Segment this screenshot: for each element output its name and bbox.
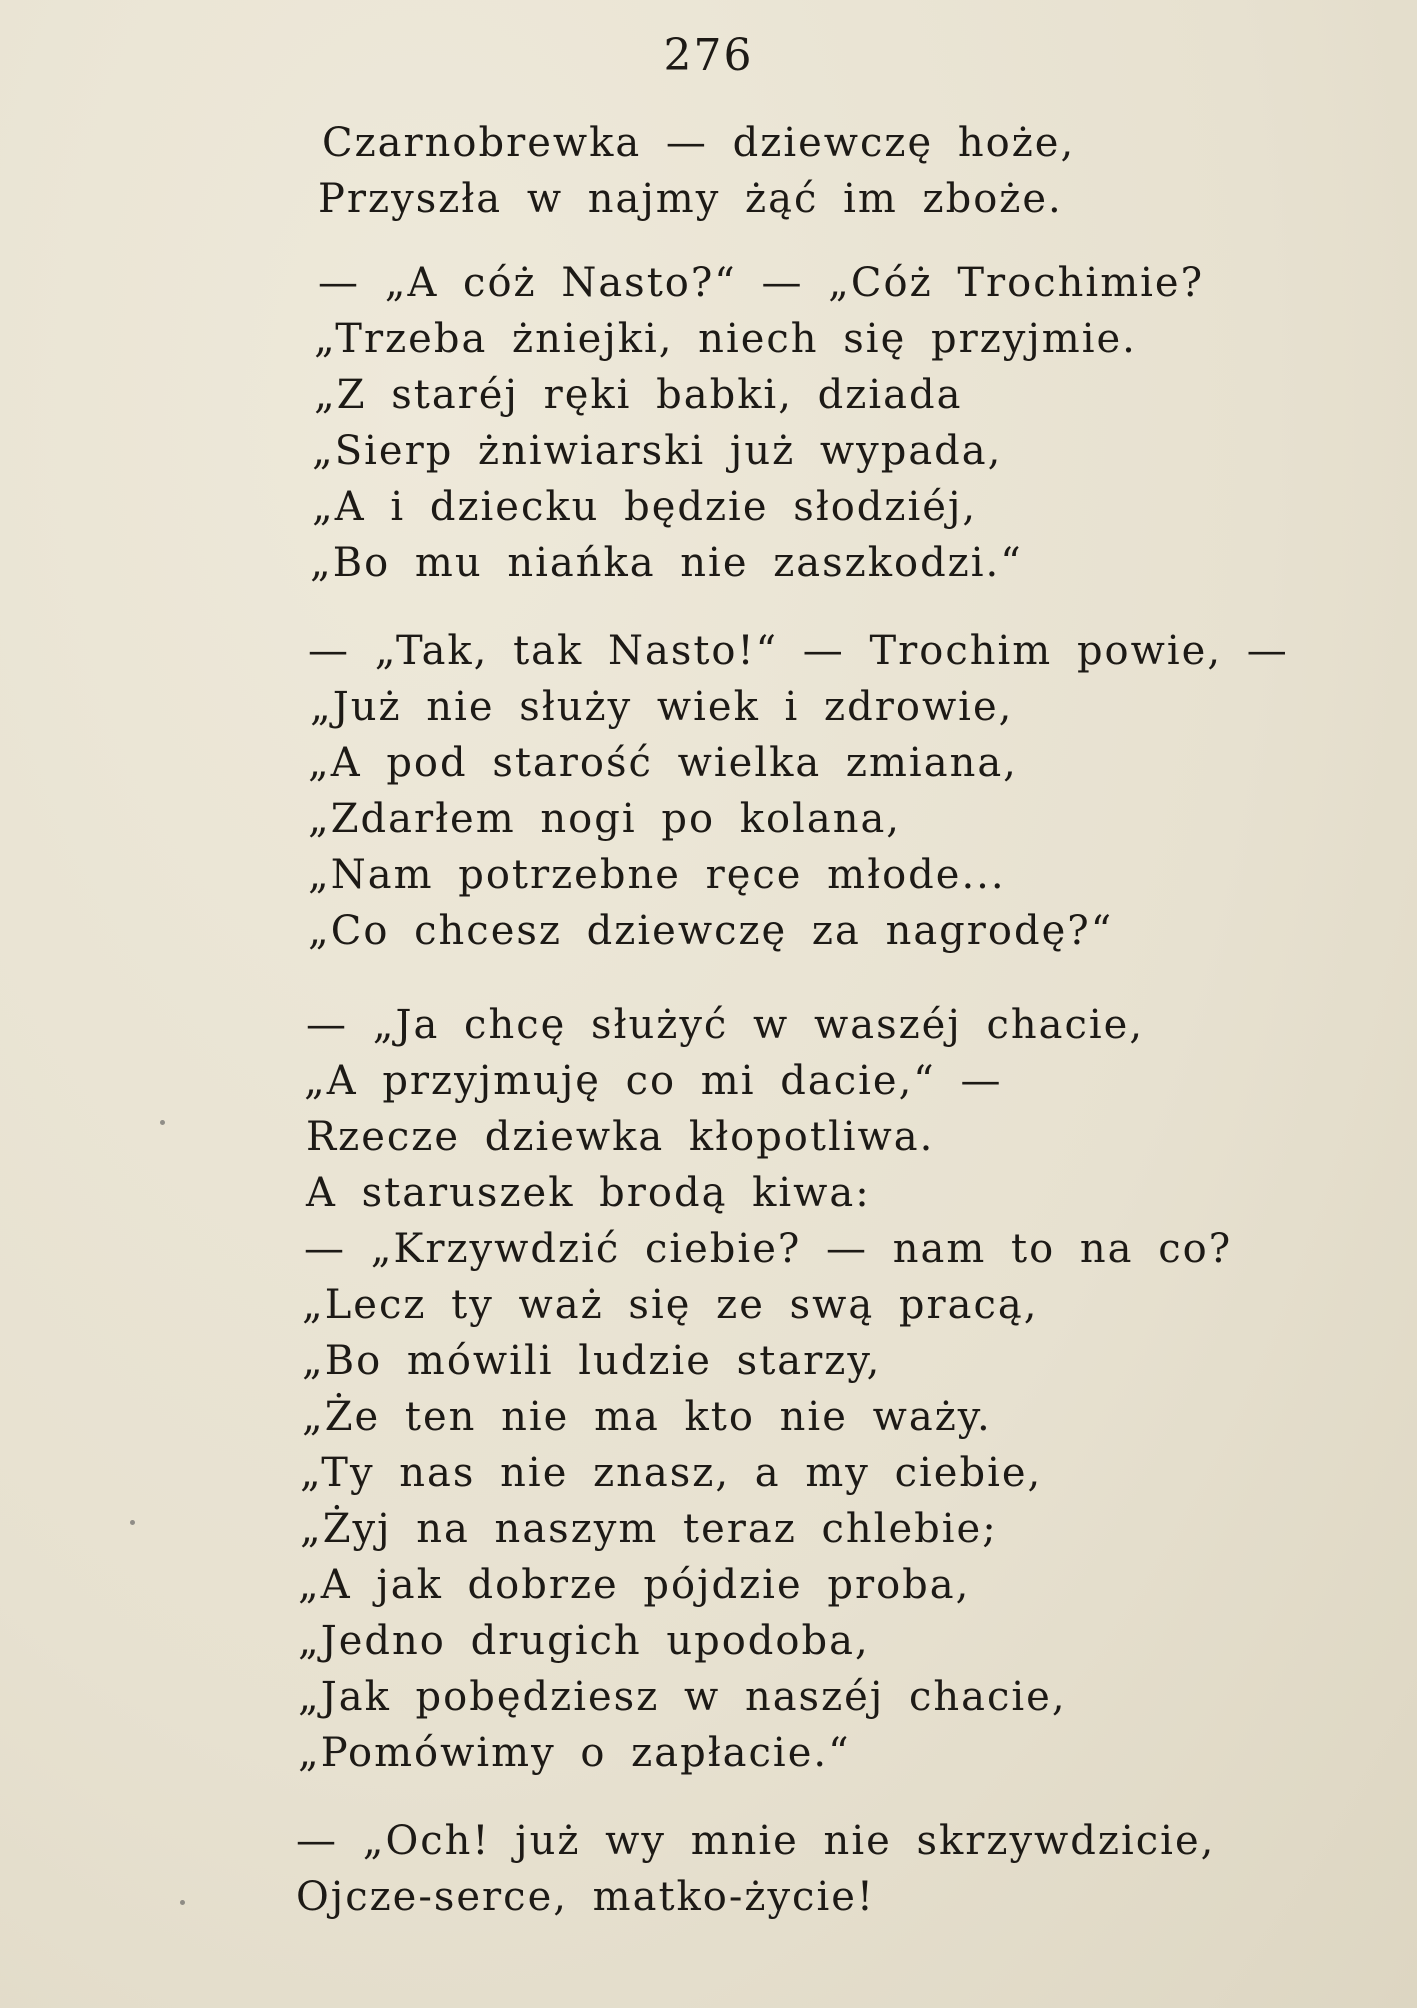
verse-line: — „Krzywdzić ciebie? — nam to na co? <box>304 1226 1233 1272</box>
verse-line: — „Ja chcę służyć w waszéj chacie, <box>306 1002 1145 1048</box>
verse-line: „A pod starość wielka zmiana, <box>308 740 1018 786</box>
verse-line: „Że ten nie ma kto nie waży. <box>302 1394 992 1440</box>
print-speck <box>130 1520 135 1525</box>
verse-line: „Żyj na naszym teraz chlebie; <box>300 1506 998 1552</box>
verse-line: „A i dziecku będzie słodziéj, <box>312 484 978 530</box>
verse-line: „Co chcesz dziewczę za nagrodę?“ <box>308 908 1114 954</box>
verse-line: „Lecz ty waż się ze swą pracą, <box>302 1282 1039 1328</box>
verse-line: „Pomówimy o zapłacie.“ <box>298 1730 851 1776</box>
verse-line: „Jedno drugich upodoba, <box>298 1618 870 1664</box>
verse-line: Ojcze-serce, matko-życie! <box>296 1874 875 1920</box>
verse-line: „Z staréj ręki babki, dziada <box>314 372 963 418</box>
verse-line: Czarnobrewka — dziewczę hoże, <box>322 120 1076 166</box>
verse-line: „Nam potrzebne ręce młode... <box>308 852 1006 898</box>
print-speck <box>180 1900 185 1905</box>
verse-line: „Bo mówili ludzie starzy, <box>302 1338 882 1384</box>
verse-line: „Bo mu niańka nie zaszkodzi.“ <box>310 540 1023 586</box>
verse-line: — „Tak, tak Nasto!“ — Trochim powie, — <box>308 628 1289 674</box>
verse-line: — „Och! już wy mnie nie skrzywdzicie, <box>296 1818 1216 1864</box>
verse-line: — „A cóż Nasto?“ — „Cóż Trochimie? <box>318 260 1205 306</box>
verse-line: „Jak pobędziesz w naszéj chacie, <box>298 1674 1067 1720</box>
verse-line: „Sierp żniwiarski już wypada, <box>312 428 1003 474</box>
verse-line: „Zdarłem nogi po kolana, <box>308 796 902 842</box>
verse-line: Rzecze dziewka kłopotliwa. <box>306 1114 935 1160</box>
verse-line: A staruszek brodą kiwa: <box>306 1170 871 1216</box>
page-number: 276 <box>663 30 754 81</box>
verse-line: Przyszła w najmy żąć im zboże. <box>318 176 1063 222</box>
verse-line: „Trzeba żniejki, niech się przyjmie. <box>314 316 1137 362</box>
print-speck <box>160 1120 165 1125</box>
verse-line: „Ty nas nie znasz, a my ciebie, <box>300 1450 1043 1496</box>
verse-line: „A przyjmuję co mi dacie,“ — <box>304 1058 1003 1104</box>
verse-line: „Już nie służy wiek i zdrowie, <box>310 684 1014 730</box>
verse-line: „A jak dobrze pójdzie proba, <box>298 1562 971 1608</box>
